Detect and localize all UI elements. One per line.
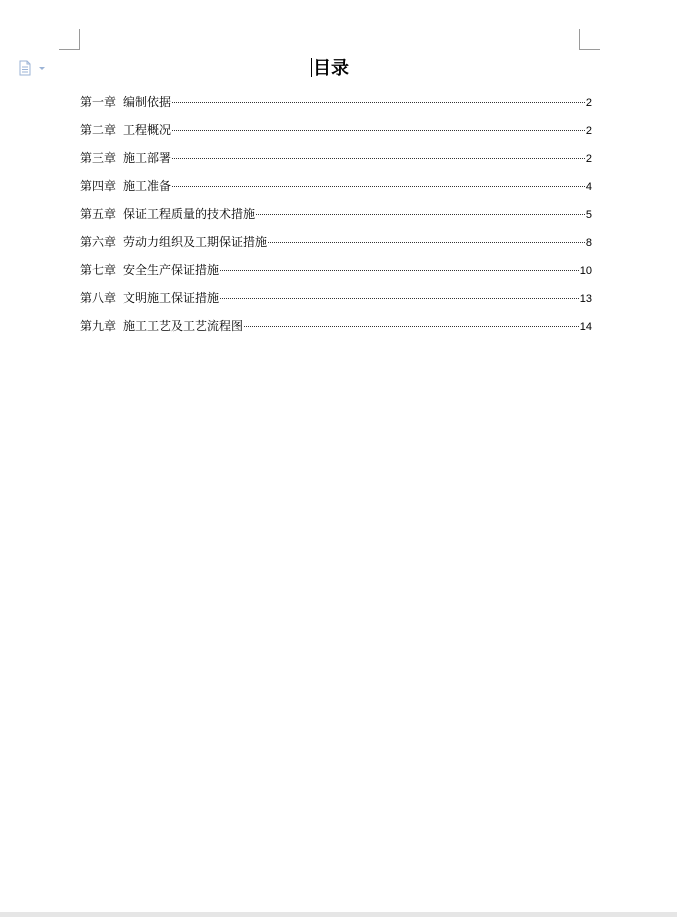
page-bottom-edge [0,912,677,917]
toc-page-number: 13 [579,293,592,305]
toc-page-number: 2 [585,153,592,165]
toc-dot-leader [256,214,585,215]
text-cursor [311,58,312,77]
margin-corner-mark-top-right [579,29,600,50]
toc-entry[interactable] [80,148,592,176]
toc-chapter-title: 施工准备 [123,179,172,193]
toc-entry[interactable] [80,176,592,204]
toc-chapter-title: 施工部署 [123,151,172,165]
toc-chapter-number: 第八章 [80,291,117,305]
toc-chapter-number: 第九章 [80,319,117,333]
toc-chapter-number: 第四章 [80,179,117,193]
toc-chapter-title: 保证工程质量的技术措施 [123,207,256,221]
toc-chapter-title: 工程概况 [123,123,172,137]
toc-page-number: 2 [585,125,592,137]
toc-chapter-number: 第六章 [80,235,117,249]
toc-chapter-title: 安全生产保证措施 [123,263,220,277]
toc-chapter-title: 文明施工保证措施 [123,291,220,305]
toc-page-number: 2 [585,97,592,109]
table-of-contents [80,92,592,344]
toc-dot-leader [220,298,579,299]
toc-page-number: 4 [585,181,592,193]
toc-page-number: 14 [579,321,592,333]
toc-heading [0,58,660,80]
toc-page-number: 5 [585,209,592,221]
toc-heading-text: 目录 [313,58,349,79]
toc-entry[interactable] [80,288,592,316]
toc-chapter-number: 第一章 [80,95,117,109]
toc-entry[interactable] [80,120,592,148]
margin-corner-mark-top-left [59,29,80,50]
toc-entry[interactable] [80,92,592,120]
toc-dot-leader [172,102,585,103]
toc-page-number: 10 [579,265,592,277]
toc-dot-leader [172,186,585,187]
toc-page-number: 8 [585,237,592,249]
toc-dot-leader [172,130,585,131]
toc-chapter-number: 第七章 [80,263,117,277]
toc-entry[interactable] [80,316,592,344]
toc-chapter-number: 第二章 [80,123,117,137]
toc-chapter-number: 第三章 [80,151,117,165]
toc-entry[interactable] [80,260,592,288]
toc-chapter-number: 第五章 [80,207,117,221]
toc-dot-leader [172,158,585,159]
toc-dot-leader [244,326,579,327]
toc-entry[interactable] [80,204,592,232]
toc-entry[interactable] [80,232,592,260]
toc-dot-leader [220,270,579,271]
toc-chapter-title: 编制依据 [123,95,172,109]
toc-dot-leader [268,242,585,243]
toc-chapter-title: 劳动力组织及工期保证措施 [123,235,268,249]
toc-chapter-title: 施工工艺及工艺流程图 [123,319,244,333]
